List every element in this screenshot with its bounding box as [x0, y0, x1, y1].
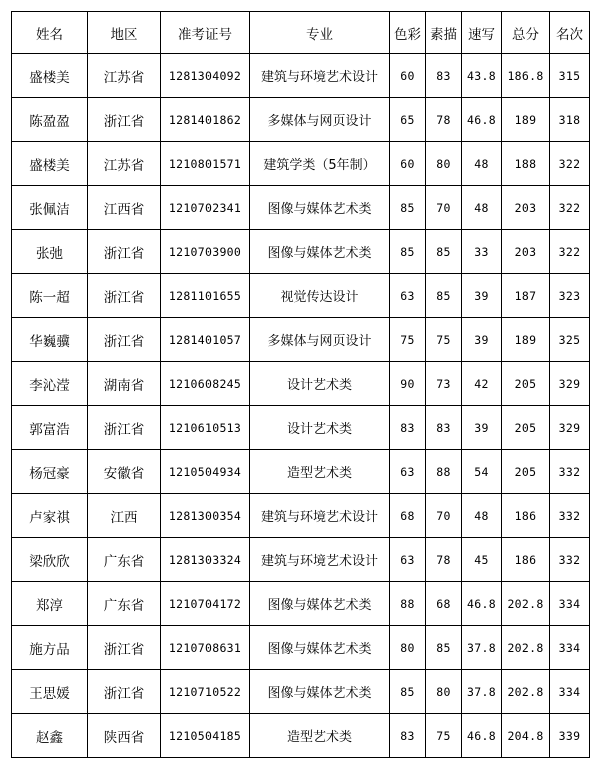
cell-rank: 323 [550, 274, 590, 318]
cell-rank: 322 [550, 186, 590, 230]
table-row [12, 670, 590, 714]
cell-exam-id: 1210702341 [161, 186, 250, 230]
cell-sketch: 68 [426, 582, 462, 626]
cell-color: 75 [390, 318, 426, 362]
cell-region: 江西 [88, 494, 161, 538]
cell-exam-id: 1281304092 [161, 54, 250, 98]
header-sketch: 素描 [426, 12, 462, 54]
cell-region: 浙江省 [88, 318, 161, 362]
cell-quick-sketch: 46.8 [462, 98, 502, 142]
cell-quick-sketch: 45 [462, 538, 502, 582]
cell-rank: 334 [550, 626, 590, 670]
cell-rank: 332 [550, 494, 590, 538]
cell-exam-id: 1281303324 [161, 538, 250, 582]
cell-name: 施方品 [12, 626, 88, 670]
cell-major: 建筑学类（5年制） [250, 142, 390, 186]
cell-quick-sketch: 48 [462, 186, 502, 230]
table-row [12, 230, 590, 274]
header-quick-sketch: 速写 [462, 12, 502, 54]
cell-color: 85 [390, 186, 426, 230]
cell-total: 189 [502, 318, 550, 362]
cell-region: 广东省 [88, 538, 161, 582]
cell-color: 63 [390, 450, 426, 494]
cell-rank: 339 [550, 714, 590, 758]
cell-rank: 334 [550, 670, 590, 714]
cell-sketch: 70 [426, 186, 462, 230]
header-major: 专业 [250, 12, 390, 54]
cell-color: 83 [390, 714, 426, 758]
cell-exam-id: 1281101655 [161, 274, 250, 318]
cell-exam-id: 1210801571 [161, 142, 250, 186]
table-row [12, 582, 590, 626]
cell-sketch: 83 [426, 406, 462, 450]
cell-major: 视觉传达设计 [250, 274, 390, 318]
table-row [12, 318, 590, 362]
cell-quick-sketch: 43.8 [462, 54, 502, 98]
cell-major: 多媒体与网页设计 [250, 318, 390, 362]
cell-color: 90 [390, 362, 426, 406]
cell-total: 202.8 [502, 582, 550, 626]
cell-total: 202.8 [502, 626, 550, 670]
cell-sketch: 75 [426, 318, 462, 362]
cell-total: 187 [502, 274, 550, 318]
cell-quick-sketch: 42 [462, 362, 502, 406]
table-row [12, 98, 590, 142]
header-region: 地区 [88, 12, 161, 54]
cell-color: 68 [390, 494, 426, 538]
cell-name: 赵鑫 [12, 714, 88, 758]
cell-total: 205 [502, 450, 550, 494]
cell-rank: 322 [550, 142, 590, 186]
cell-exam-id: 1210703900 [161, 230, 250, 274]
cell-rank: 334 [550, 582, 590, 626]
cell-quick-sketch: 37.8 [462, 670, 502, 714]
cell-major: 图像与媒体艺术类 [250, 230, 390, 274]
cell-color: 85 [390, 670, 426, 714]
cell-exam-id: 1281300354 [161, 494, 250, 538]
cell-sketch: 83 [426, 54, 462, 98]
cell-total: 189 [502, 98, 550, 142]
cell-region: 浙江省 [88, 274, 161, 318]
cell-exam-id: 1281401057 [161, 318, 250, 362]
cell-major: 图像与媒体艺术类 [250, 626, 390, 670]
cell-region: 江西省 [88, 186, 161, 230]
table-row [12, 626, 590, 670]
table-body [12, 54, 590, 758]
table-row [12, 714, 590, 758]
cell-name: 王思媛 [12, 670, 88, 714]
cell-region: 江苏省 [88, 142, 161, 186]
header-color: 色彩 [390, 12, 426, 54]
cell-quick-sketch: 46.8 [462, 582, 502, 626]
cell-region: 浙江省 [88, 406, 161, 450]
cell-color: 65 [390, 98, 426, 142]
header-row [12, 12, 590, 54]
cell-name: 盛楼美 [12, 142, 88, 186]
cell-quick-sketch: 37.8 [462, 626, 502, 670]
cell-major: 设计艺术类 [250, 406, 390, 450]
cell-name: 李沁滢 [12, 362, 88, 406]
cell-total: 202.8 [502, 670, 550, 714]
cell-name: 杨冠豪 [12, 450, 88, 494]
cell-name: 郑淳 [12, 582, 88, 626]
cell-color: 60 [390, 142, 426, 186]
cell-sketch: 78 [426, 538, 462, 582]
cell-name: 陈盈盈 [12, 98, 88, 142]
cell-exam-id: 1210710522 [161, 670, 250, 714]
cell-region: 广东省 [88, 582, 161, 626]
cell-exam-id: 1210708631 [161, 626, 250, 670]
cell-name: 张佩洁 [12, 186, 88, 230]
cell-major: 建筑与环境艺术设计 [250, 494, 390, 538]
header-exam-id: 准考证号 [161, 12, 250, 54]
cell-sketch: 75 [426, 714, 462, 758]
cell-rank: 322 [550, 230, 590, 274]
cell-total: 188 [502, 142, 550, 186]
cell-sketch: 85 [426, 230, 462, 274]
table-row [12, 54, 590, 98]
cell-quick-sketch: 39 [462, 318, 502, 362]
cell-color: 83 [390, 406, 426, 450]
cell-major: 造型艺术类 [250, 714, 390, 758]
table-row [12, 142, 590, 186]
cell-sketch: 80 [426, 142, 462, 186]
cell-quick-sketch: 33 [462, 230, 502, 274]
cell-sketch: 78 [426, 98, 462, 142]
cell-color: 80 [390, 626, 426, 670]
cell-quick-sketch: 48 [462, 142, 502, 186]
cell-rank: 329 [550, 406, 590, 450]
cell-region: 陕西省 [88, 714, 161, 758]
header-total: 总分 [502, 12, 550, 54]
cell-region: 浙江省 [88, 670, 161, 714]
cell-rank: 332 [550, 538, 590, 582]
cell-major: 图像与媒体艺术类 [250, 186, 390, 230]
cell-quick-sketch: 54 [462, 450, 502, 494]
cell-name: 盛楼美 [12, 54, 88, 98]
cell-sketch: 73 [426, 362, 462, 406]
cell-name: 张弛 [12, 230, 88, 274]
cell-region: 江苏省 [88, 54, 161, 98]
cell-color: 63 [390, 538, 426, 582]
table-header [12, 12, 590, 54]
cell-exam-id: 1210504934 [161, 450, 250, 494]
cell-rank: 329 [550, 362, 590, 406]
cell-major: 造型艺术类 [250, 450, 390, 494]
score-table [11, 11, 590, 758]
cell-color: 63 [390, 274, 426, 318]
cell-total: 186 [502, 538, 550, 582]
cell-exam-id: 1210610513 [161, 406, 250, 450]
cell-quick-sketch: 46.8 [462, 714, 502, 758]
cell-region: 浙江省 [88, 230, 161, 274]
cell-name: 卢家祺 [12, 494, 88, 538]
cell-quick-sketch: 39 [462, 406, 502, 450]
cell-total: 203 [502, 186, 550, 230]
cell-total: 186 [502, 494, 550, 538]
cell-color: 60 [390, 54, 426, 98]
cell-quick-sketch: 48 [462, 494, 502, 538]
cell-sketch: 70 [426, 494, 462, 538]
cell-exam-id: 1210504185 [161, 714, 250, 758]
cell-exam-id: 1281401862 [161, 98, 250, 142]
cell-region: 湖南省 [88, 362, 161, 406]
cell-quick-sketch: 39 [462, 274, 502, 318]
cell-total: 205 [502, 362, 550, 406]
cell-name: 梁欣欣 [12, 538, 88, 582]
table-row [12, 406, 590, 450]
cell-major: 多媒体与网页设计 [250, 98, 390, 142]
header-rank: 名次 [550, 12, 590, 54]
cell-name: 华巍骥 [12, 318, 88, 362]
cell-major: 图像与媒体艺术类 [250, 670, 390, 714]
cell-major: 建筑与环境艺术设计 [250, 538, 390, 582]
cell-color: 85 [390, 230, 426, 274]
cell-exam-id: 1210704172 [161, 582, 250, 626]
cell-rank: 325 [550, 318, 590, 362]
cell-major: 设计艺术类 [250, 362, 390, 406]
cell-sketch: 88 [426, 450, 462, 494]
cell-major: 建筑与环境艺术设计 [250, 54, 390, 98]
cell-region: 浙江省 [88, 626, 161, 670]
table-row [12, 494, 590, 538]
cell-region: 安徽省 [88, 450, 161, 494]
cell-total: 204.8 [502, 714, 550, 758]
cell-sketch: 85 [426, 626, 462, 670]
cell-region: 浙江省 [88, 98, 161, 142]
cell-total: 186.8 [502, 54, 550, 98]
cell-rank: 332 [550, 450, 590, 494]
table-row [12, 186, 590, 230]
cell-exam-id: 1210608245 [161, 362, 250, 406]
cell-total: 205 [502, 406, 550, 450]
table-row [12, 538, 590, 582]
cell-name: 陈一超 [12, 274, 88, 318]
cell-rank: 318 [550, 98, 590, 142]
cell-color: 88 [390, 582, 426, 626]
table-row [12, 274, 590, 318]
table-row [12, 362, 590, 406]
cell-sketch: 85 [426, 274, 462, 318]
cell-total: 203 [502, 230, 550, 274]
header-name: 姓名 [12, 12, 88, 54]
cell-sketch: 80 [426, 670, 462, 714]
cell-major: 图像与媒体艺术类 [250, 582, 390, 626]
table-row [12, 450, 590, 494]
cell-name: 郭富浩 [12, 406, 88, 450]
cell-rank: 315 [550, 54, 590, 98]
